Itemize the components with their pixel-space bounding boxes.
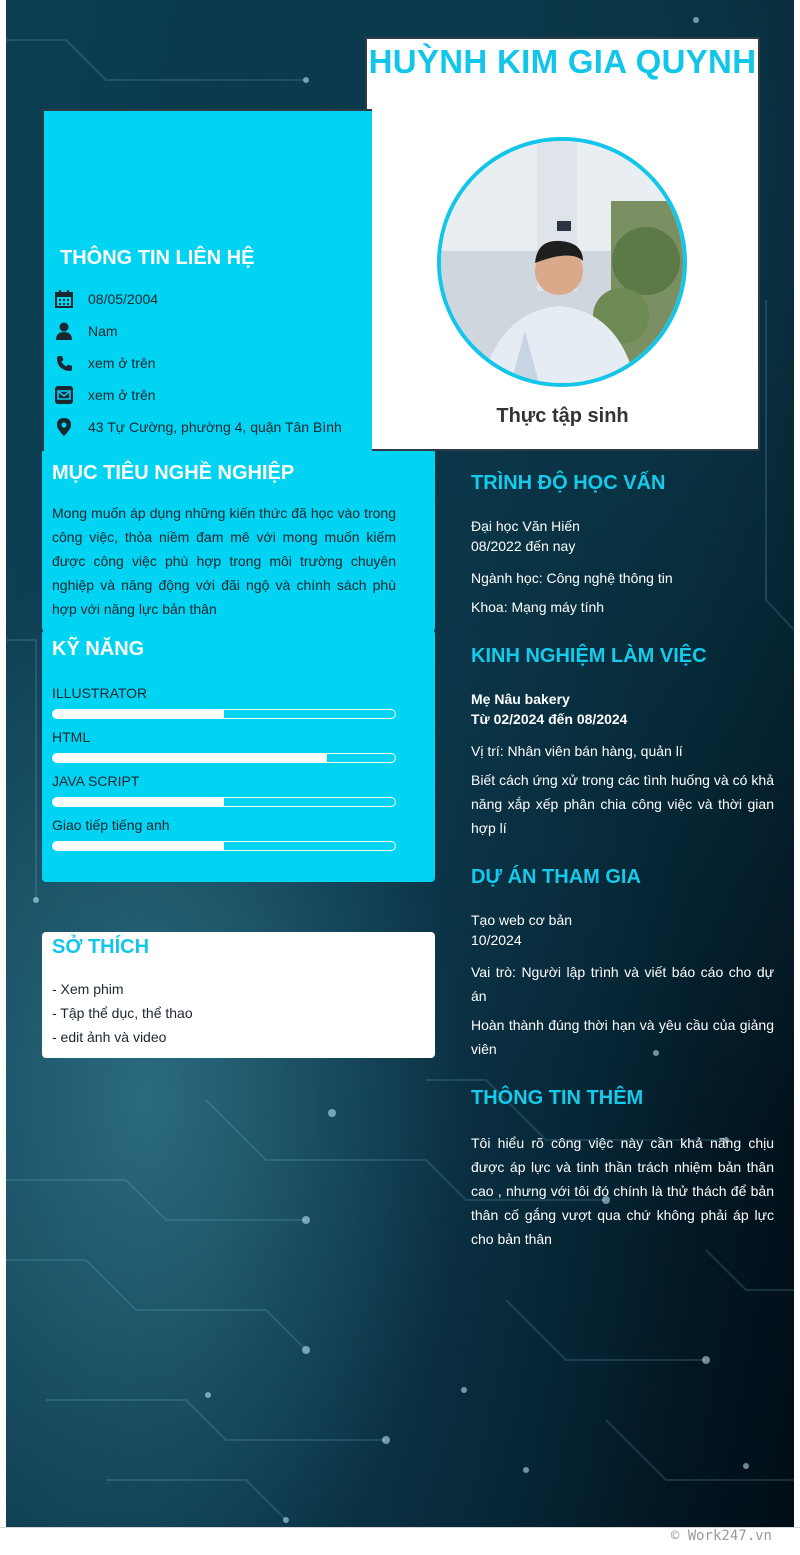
person-icon [54,321,74,341]
email-icon [54,385,74,405]
project-date: 10/2024 [471,932,522,948]
hobby-item: - edit ảnh và video [52,1029,167,1045]
hobby-item: - Xem phim [52,981,124,997]
experience-description: Biết cách ứng xử trong các tình huống và có khả năng xắp xếp phân chia công việc và thời gian hợp lí [471,772,774,836]
skill-item [52,683,396,719]
contact-text: 43 Tự Cường, phường 4, quận Tân Bình [88,419,342,435]
profile-photo [437,137,687,387]
skill-item [52,815,396,851]
objective-text: Mong muốn áp dụng những kiến thức đã học vào trong công việc, thỏa niềm đam mê với mong muốn kiếm được công việc phù hợp trong môi trường chuyên nghiệp và năng động với đãi ngộ và chính sách phù hợp với năng lực bản thân [52,505,396,617]
experience-title: KINH NGHIỆM LÀM VIỆC [471,645,707,667]
projects-title: DỰ ÁN THAM GIA [471,866,641,888]
contact-row-address [54,415,342,439]
skills-title: KỸ NĂNG [52,638,145,660]
project-name: Tạo web cơ bản [471,912,573,928]
calendar-icon [54,289,74,309]
contact-text: xem ở trên [88,387,156,403]
contact-text: Nam [88,323,118,339]
experience-company: Mẹ Nâu bakery [471,691,570,707]
education-period: 08/2022 đến nay [471,538,576,554]
project-role: Vai trò: Người lập trình và viết báo cáo cho dự án [471,964,774,1004]
skill-label: Giao tiếp tiếng anh [52,817,170,833]
skill-fill [53,754,327,762]
experience-period: Từ 02/2024 đến 08/2024 [471,711,628,727]
profile-header [365,37,760,451]
education-school: Đại học Văn Hiến [471,518,580,534]
skill-bar [52,753,396,763]
additional-title: THÔNG TIN THÊM [471,1087,644,1109]
full-name: HUỲNH KIM GIA QUYNH [368,43,757,80]
skill-item [52,727,396,763]
hobby-item: - Tập thể dục, thể thao [52,1005,193,1021]
experience-position: Vị trí: Nhân viên bán hàng, quản lí [471,743,683,759]
objective-title: MỤC TIÊU NGHỀ NGHIỆP [52,462,295,484]
contact-text: 08/05/2004 [88,291,159,307]
skill-fill [53,842,224,850]
education-major: Ngành học: Công nghệ thông tin [471,570,673,586]
project-result: Hoàn thành đúng thời hạn và yêu cầu của giảng viên [471,1017,774,1057]
contact-text: xem ở trên [88,355,156,371]
skills-section [42,630,435,882]
watermark: © Work247.vn [670,1528,772,1544]
education-faculty: Khoa: Mạng máy tính [471,599,605,615]
contact-row-birthdate [54,287,158,311]
job-title: Thực tập sinh [496,405,629,427]
contact-title: THÔNG TIN LIÊN HỆ [60,247,255,269]
skill-label: ILLUSTRATOR [52,685,148,701]
phone-icon [54,353,74,373]
location-icon [54,417,74,437]
skill-item [52,771,396,807]
additional-text: Tôi hiểu rõ công việc này cần khả năng chịu được áp lực và tinh thần trách nhiệm bản thân cao , nhưng với tôi đó chính là thử thách để bản thân cố gắng vượt qua chứ không phải áp lực cho bản thân [471,1135,774,1247]
skill-bar [52,841,396,851]
skill-bar [52,709,396,719]
contact-row-phone [54,351,156,375]
cv-page [6,0,794,1527]
hobbies-title: SỞ THÍCH [52,936,150,958]
skill-fill [53,798,224,806]
skill-label: HTML [52,729,91,745]
contact-row-email [54,383,156,407]
hobbies-section [42,932,435,1058]
objective-section [42,451,435,632]
skill-bar [52,797,396,807]
skill-fill [53,710,224,718]
contact-row-gender [54,319,118,343]
skill-label: JAVA SCRIPT [52,773,140,789]
contact-section [42,109,372,459]
education-title: TRÌNH ĐỘ HỌC VẤN [471,472,666,494]
